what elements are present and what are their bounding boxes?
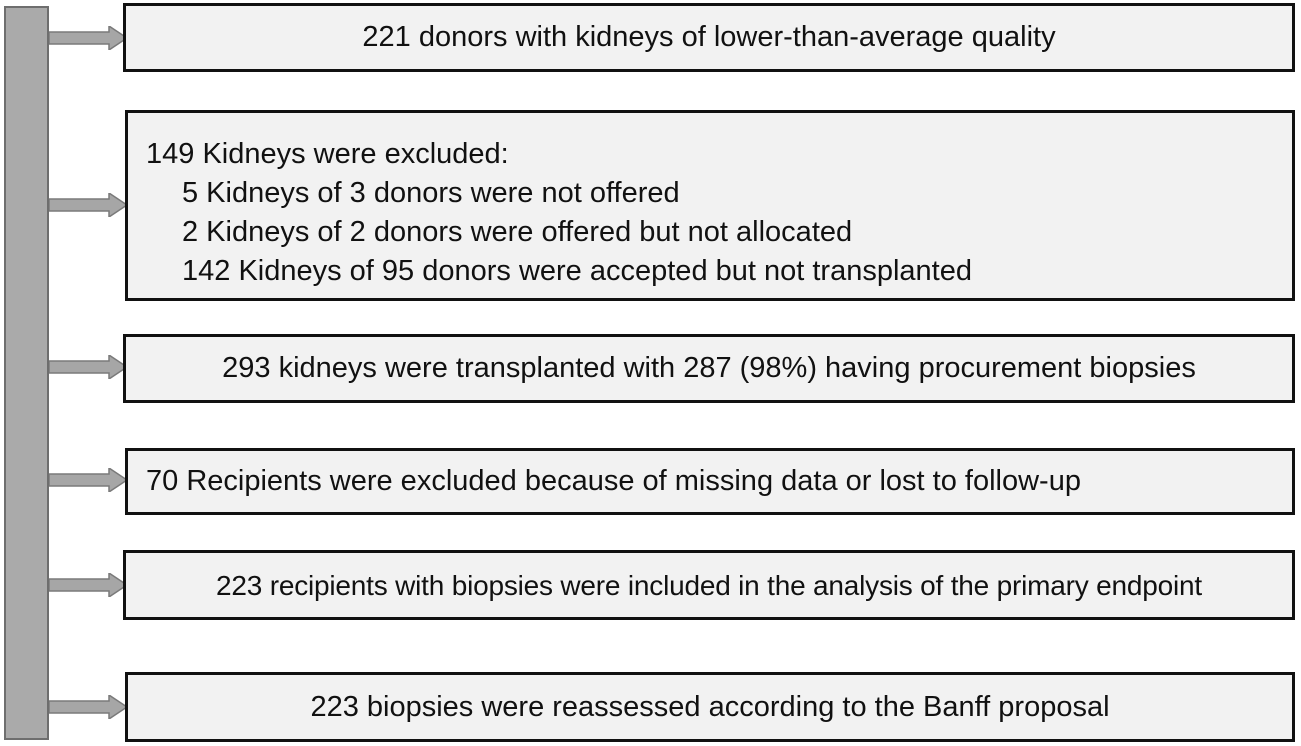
- flow-box-reassessed: [125, 672, 1295, 742]
- arrow-right-icon: [49, 193, 127, 217]
- flow-box-text: 70 Recipients were excluded because of missing data or lost to follow-up: [146, 465, 1081, 497]
- flow-box-excluded-kidneys: [125, 110, 1295, 301]
- exclusion-item: 2 Kidneys of 2 donors were offered but not allocated: [182, 216, 853, 248]
- flow-box-text: 223 biopsies were reassessed according to the Banff proposal: [310, 690, 1110, 723]
- flow-box-donors: [123, 3, 1295, 72]
- flow-box-text: 223 recipients with biopsies were included in the analysis of the primary endpoint: [216, 569, 1202, 601]
- arrow-right-icon: [49, 695, 127, 719]
- exclusion-item: 5 Kidneys of 3 donors were not offered: [182, 177, 680, 209]
- flow-box-included-recipients: [123, 550, 1295, 620]
- flow-box-excluded-recipients: [125, 448, 1295, 515]
- flow-spine: [4, 6, 49, 740]
- flow-box-heading: 149 Kidneys were excluded:: [146, 138, 509, 170]
- arrow-right-icon: [49, 573, 127, 597]
- arrow-right-icon: [49, 355, 127, 379]
- flow-box-text: 293 kidneys were transplanted with 287 (98%) having procurement biopsies: [222, 352, 1196, 384]
- exclusion-item: 142 Kidneys of 95 donors were accepted but not transplanted: [182, 255, 972, 287]
- flow-box-transplanted: [123, 334, 1295, 403]
- arrow-right-icon: [49, 468, 127, 492]
- flow-box-text: 221 donors with kidneys of lower-than-average quality: [362, 21, 1056, 53]
- arrow-right-icon: [49, 26, 127, 50]
